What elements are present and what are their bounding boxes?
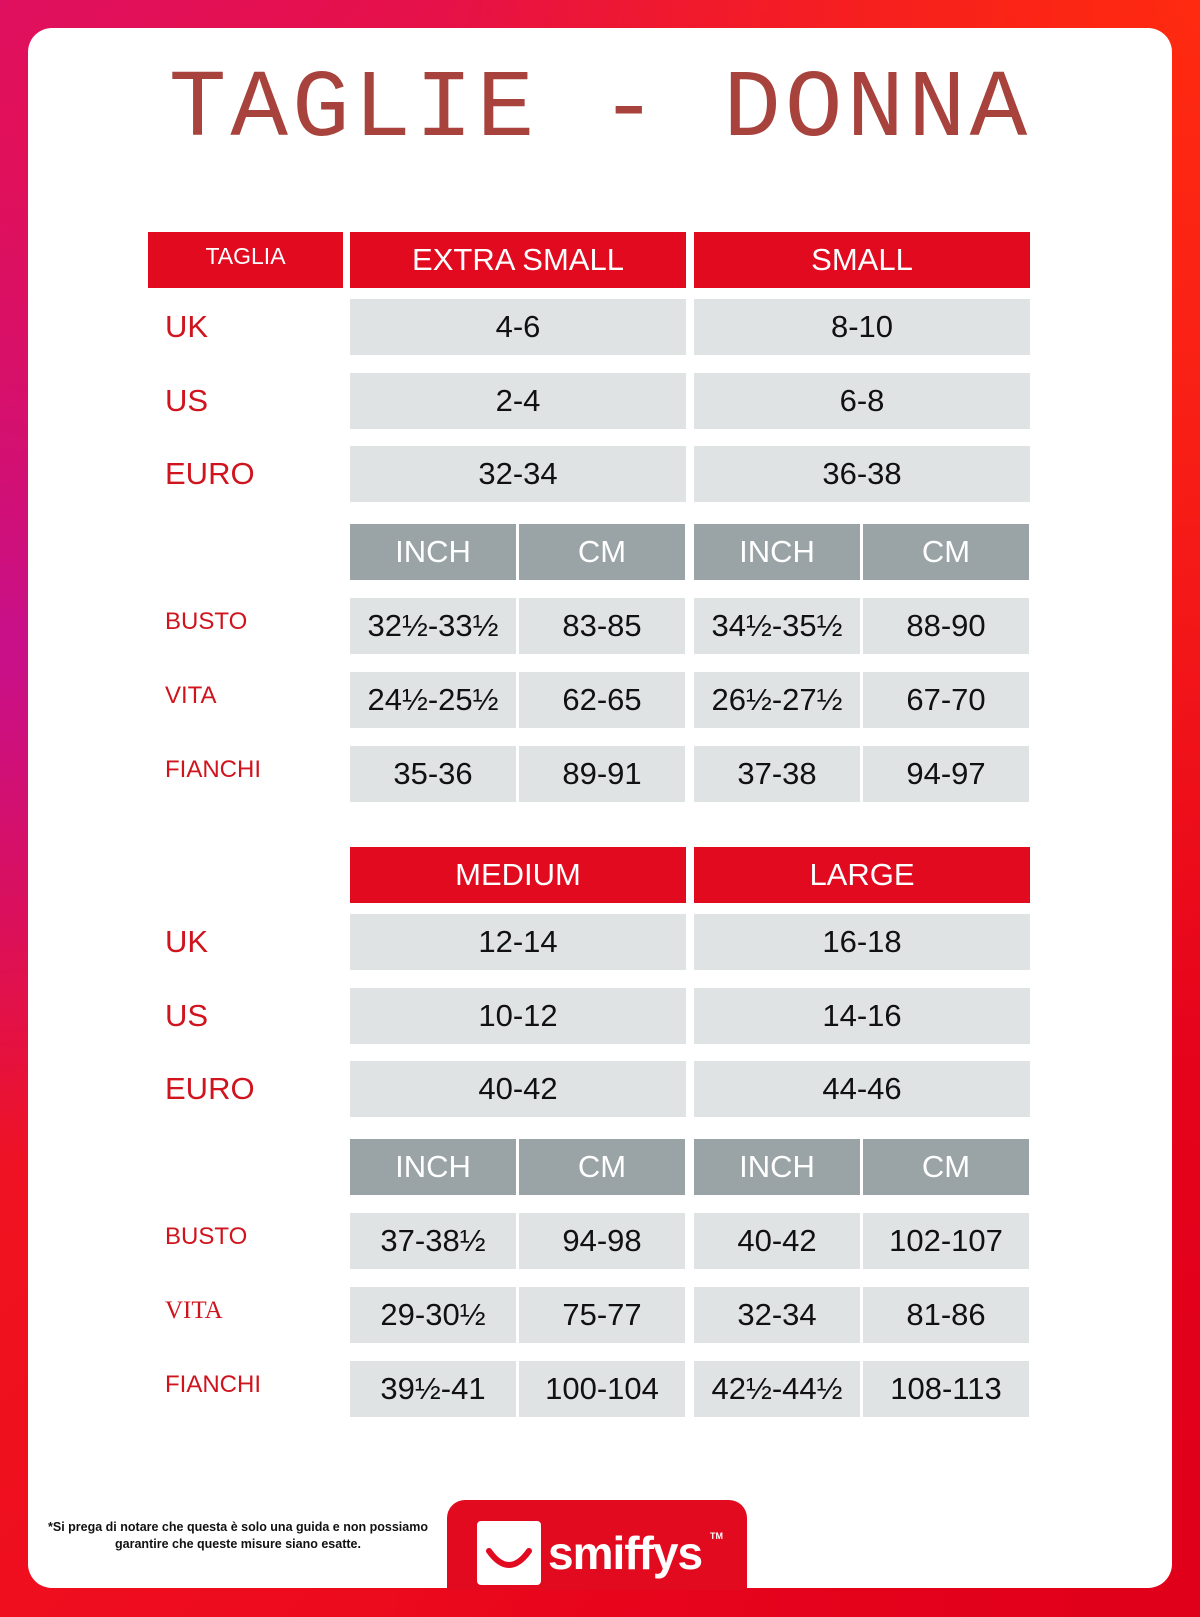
measurement-label: BUSTO (165, 1223, 248, 1250)
measurement-value: 39½-41 (350, 1361, 516, 1417)
measurement-label: VITA (165, 682, 217, 709)
measurement-value: 26½-27½ (694, 672, 860, 728)
measurement-value: 94-97 (863, 746, 1029, 802)
measurement-value: 81-86 (863, 1287, 1029, 1343)
measurement-value: 37-38 (694, 746, 860, 802)
measurement-value: 40-42 (694, 1213, 860, 1269)
conversion-label: UK (165, 309, 209, 344)
conversion-value: 6-8 (694, 373, 1030, 429)
measurement-label: BUSTO (165, 608, 248, 635)
conversion-value: 2-4 (350, 373, 686, 429)
unit-header: CM (519, 1139, 685, 1195)
size-header: SMALL (694, 232, 1030, 288)
measurement-value: 88-90 (863, 598, 1029, 654)
conversion-value: 40-42 (350, 1061, 686, 1117)
conversion-value: 14-16 (694, 988, 1030, 1044)
taglia-header: TAGLIA (148, 232, 343, 288)
measurement-value: 100-104 (519, 1361, 685, 1417)
disclaimer: *Si prega di notare che questa è solo una guida e non possiamo garantire che queste misure siano esatte. (48, 1520, 428, 1551)
unit-header: INCH (694, 1139, 860, 1195)
conversion-value: 10-12 (350, 988, 686, 1044)
measurement-value: 62-65 (519, 672, 685, 728)
brand-logo: smiffys (548, 1527, 703, 1579)
conversion-value: 12-14 (350, 914, 686, 970)
size-header: LARGE (694, 847, 1030, 903)
conversion-value: 32-34 (350, 446, 686, 502)
measurement-value: 34½-35½ (694, 598, 860, 654)
measurement-value: 102-107 (863, 1213, 1029, 1269)
measurement-value: 83-85 (519, 598, 685, 654)
measurement-label: FIANCHI (165, 1371, 261, 1398)
measurement-value: 108-113 (863, 1361, 1029, 1417)
measurement-value: 32-34 (694, 1287, 860, 1343)
unit-header: CM (863, 1139, 1029, 1195)
measurement-label: VITA (165, 1297, 223, 1324)
unit-header: INCH (694, 524, 860, 580)
conversion-label: EURO (165, 456, 255, 491)
conversion-label: EURO (165, 1071, 255, 1106)
measurement-value: 89-91 (519, 746, 685, 802)
measurement-value: 67-70 (863, 672, 1029, 728)
measurement-value: 75-77 (519, 1287, 685, 1343)
conversion-label: US (165, 383, 209, 418)
conversion-value: 16-18 (694, 914, 1030, 970)
size-header: EXTRA SMALL (350, 232, 686, 288)
measurement-value: 37-38½ (350, 1213, 516, 1269)
size-header: MEDIUM (350, 847, 686, 903)
conversion-label: US (165, 998, 209, 1033)
unit-header: INCH (350, 1139, 516, 1195)
unit-header: INCH (350, 524, 516, 580)
conversion-value: 44-46 (694, 1061, 1030, 1117)
conversion-value: 36-38 (694, 446, 1030, 502)
unit-header: CM (519, 524, 685, 580)
measurement-value: 29-30½ (350, 1287, 516, 1343)
measurement-value: 32½-33½ (350, 598, 516, 654)
page-title: TAGLIE - DONNA (168, 55, 1032, 164)
measurement-value: 42½-44½ (694, 1361, 860, 1417)
measurement-value: 94-98 (519, 1213, 685, 1269)
measurement-value: 24½-25½ (350, 672, 516, 728)
conversion-label: UK (165, 924, 209, 959)
measurement-value: 35-36 (350, 746, 516, 802)
measurement-label: FIANCHI (165, 756, 261, 783)
brand-trademark: TM (710, 1531, 723, 1541)
conversion-value: 4-6 (350, 299, 686, 355)
conversion-value: 8-10 (694, 299, 1030, 355)
smiley-logo-icon (477, 1521, 541, 1585)
unit-header: CM (863, 524, 1029, 580)
